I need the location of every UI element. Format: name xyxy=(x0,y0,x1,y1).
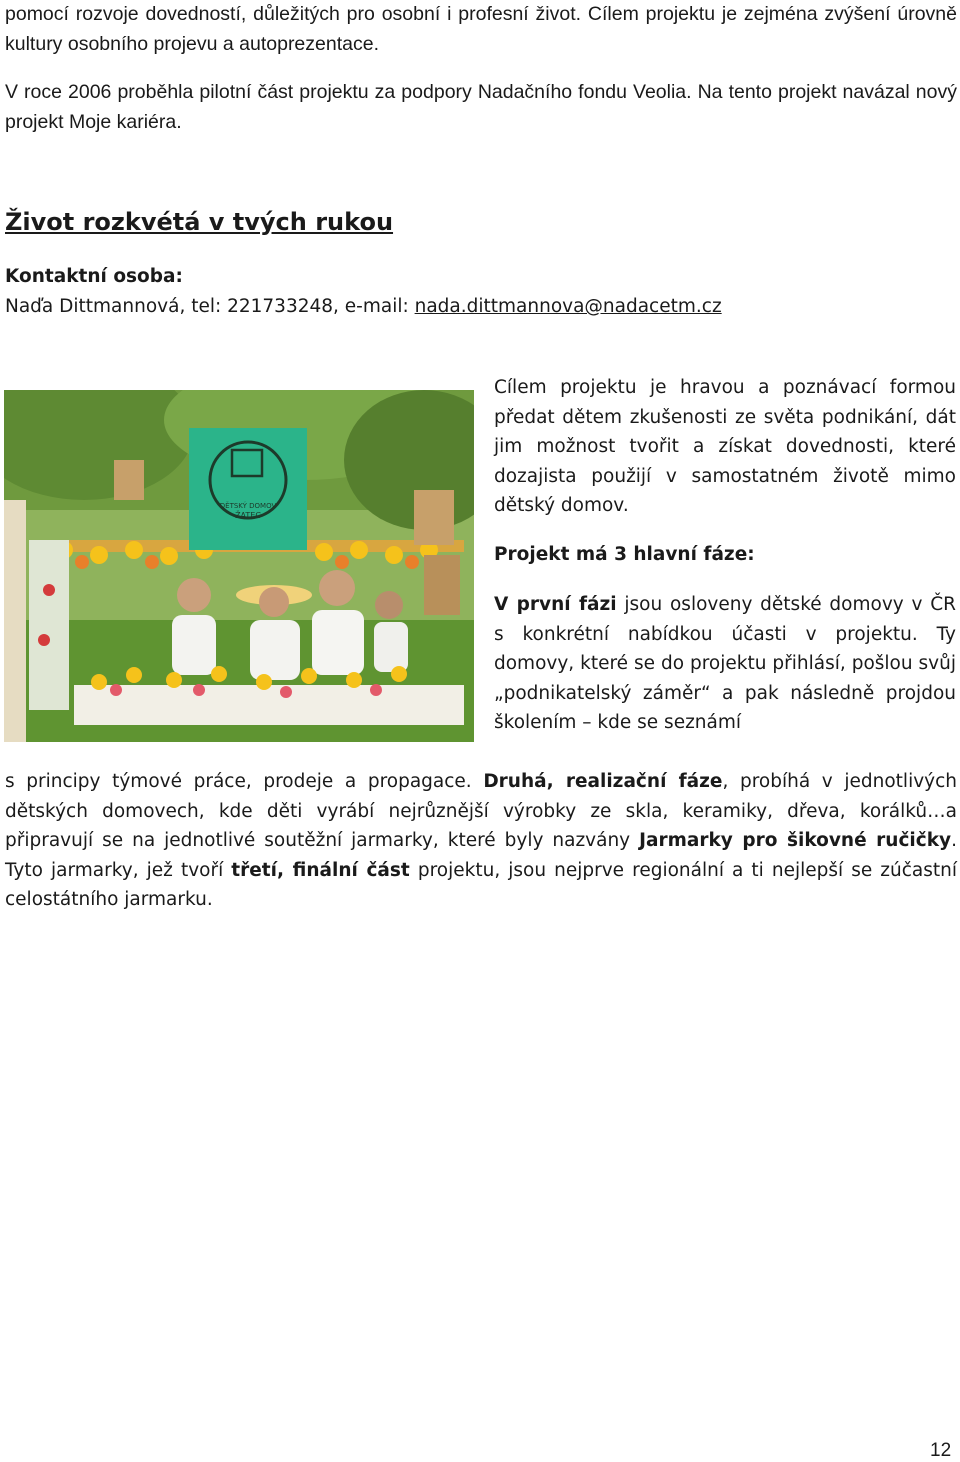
sign-board xyxy=(189,428,307,550)
intro-paragraph-2: V roce 2006 proběhla pilotní část projektu za podpory Nadačního fondu Veolia. Na tento projekt navázal nový projekt Moje kariéra. xyxy=(5,81,957,133)
bottom-bold-2: Jarmarky pro šikovné ručičky xyxy=(639,830,952,851)
contact-line xyxy=(5,296,722,317)
sign-text-line1: DĚTSKÝ DOMOV xyxy=(219,502,277,510)
phase-one-text: jsou osloveny dětské domovy v ČR s konkrétní nabídkou účasti v projektu. Ty domovy, které se do projektu přihlásí, pošlou svůj „podnikatelský záměr“ a pak následně projdou školením – kde se seznámí xyxy=(494,594,957,733)
sign-text-line2: ŽATEC xyxy=(235,511,261,520)
bottom-text-1: s principy týmové práce, prodeje a propagace. xyxy=(5,771,484,792)
phase-one-bold: V první fázi xyxy=(494,594,617,615)
bottom-text-4: projektu, jsou nejprve regionální a ti nejlepší se zúčastní celostátního jarmarku. xyxy=(5,859,957,910)
market-stall-photo xyxy=(4,390,474,742)
contact-label: Kontaktní osoba: xyxy=(5,266,183,287)
phases-continuation xyxy=(5,767,957,915)
section-heading: Život rozkvétá v tvých rukou xyxy=(5,208,394,236)
contact-email-link[interactable]: nada.dittmannova@nadacetm.cz xyxy=(414,296,722,317)
bottom-bold-1: Druhá, realizační fáze xyxy=(483,771,723,792)
bottom-text-2: , probíhá v jednotlivých dětských domovech, kde děti vyrábí nejrůznější výrobky ze skla, keramiky, dřeva, korálků…a připravují se na jednotlivé soutěžní jarmarky, které byly nazvány xyxy=(5,771,957,851)
bottom-text-3: . Tyto jarmarky, jež tvoří xyxy=(5,830,957,881)
phases-heading: Projekt má 3 hlavní fáze: xyxy=(494,544,755,565)
contact-text: Naďa Dittmannová, tel: 221733248, e-mail: xyxy=(5,296,415,317)
page-number: 12 xyxy=(930,1440,952,1461)
project-goal: Cílem projektu je hravou a poznávací formou předat dětem zkušenosti ze světa podnikání, dát jim možnost tvořit a získat dovednosti, které dozajista použijí v samostatném životě mimo dětský domov. xyxy=(494,377,956,516)
bottom-bold-3: třetí, finální část xyxy=(231,859,410,881)
phase-one-paragraph xyxy=(494,590,956,738)
intro-paragraph-1: pomocí rozvoje dovedností, důležitých pro osobní i profesní život. Cílem projektu je zejména zvýšení úrovně kultury osobního projevu a autoprezentace. xyxy=(5,3,957,55)
